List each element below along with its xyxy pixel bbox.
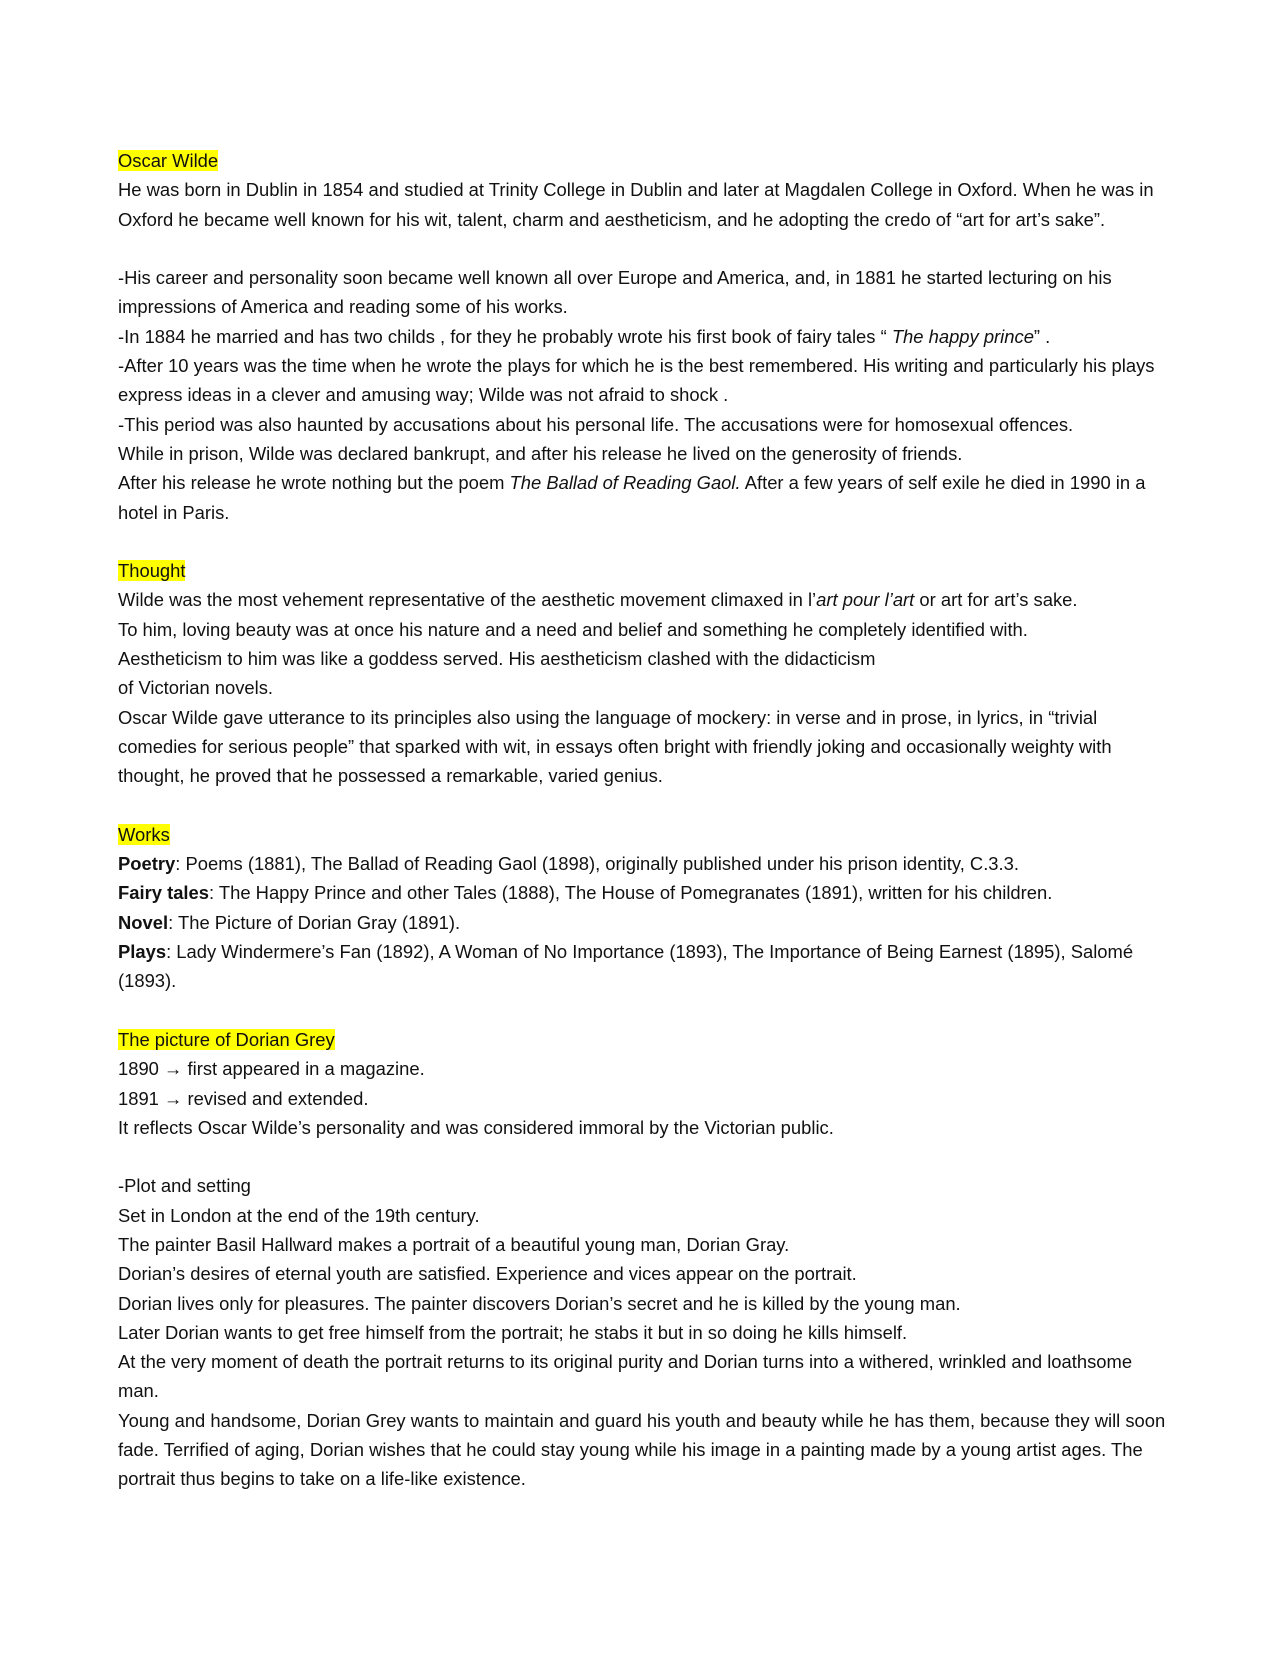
paragraph: -After 10 years was the time when he wrote the plays for which he is the best remembered. His writing and particularly his plays express ideas in a clever and amusing way; Wilde was not afraid to shock .	[118, 355, 1155, 406]
paragraph: The painter Basil Hallward makes a portrait of a beautiful young man, Dorian Gray.	[118, 1233, 790, 1255]
paragraph: He was born in Dublin in 1854 and studied at Trinity College in Dublin and later at Magdalen College in Oxford. When he was in Oxford he became well known for his wit, talent, charm and aestheticism, and he adopting the credo of “art for art’s sake”.	[118, 179, 1154, 230]
blank-line	[118, 1142, 1168, 1171]
works-label: Novel	[118, 911, 169, 933]
paragraph: -In 1884 he married and has two childs , for they he probably wrote his first book of fairy tales “ The happy prince” .	[118, 325, 1051, 347]
section-heading-oscar-wilde	[118, 146, 1168, 175]
paragraph: Young and handsome, Dorian Grey wants to maintain and guard his youth and beauty while he has them, because they will soon fade. Terrified of aging, Dorian wishes that he could stay young while his image in a painting made by a young artist ages. The portrait thus begins to take on a life-like existence.	[118, 1409, 1166, 1490]
paragraph: 1890 → first appeared in a magazine.	[118, 1058, 425, 1080]
highlighted-heading: Works	[118, 823, 170, 845]
works-label: Fairy tales	[118, 882, 209, 904]
paragraph: Set in London at the end of the 19th century.	[118, 1204, 480, 1226]
works-item-novel: Novel: The Picture of Dorian Gray (1891).	[118, 911, 461, 933]
blank-line	[118, 791, 1168, 820]
blank-line	[118, 996, 1168, 1025]
paragraph: At the very moment of death the portrait returns to its original purity and Dorian turns into a withered, wrinkled and loathsome man.	[118, 1351, 1133, 1402]
section-heading-thought	[118, 556, 1168, 585]
works-label: Plays	[118, 941, 167, 963]
section-heading-dorian-grey	[118, 1025, 1168, 1054]
section-heading-works	[118, 820, 1168, 849]
blank-line	[118, 527, 1168, 556]
works-item-plays: Plays: Lady Windermere’s Fan (1892), A Woman of No Importance (1893), The Importance of Being Earnest (1895), Salomé (1893).	[118, 941, 1134, 992]
paragraph: 1891 → revised and extended.	[118, 1087, 369, 1109]
paragraph: Dorian’s desires of eternal youth are satisfied. Experience and vices appear on the portrait.	[118, 1263, 857, 1285]
paragraph: It reflects Oscar Wilde’s personality and was considered immoral by the Victorian public.	[118, 1116, 834, 1138]
works-label: Poetry	[118, 853, 176, 875]
works-item-poetry: Poetry: Poems (1881), The Ballad of Reading Gaol (1898), originally published under his prison identity, C.3.3.	[118, 853, 1019, 875]
paragraph: While in prison, Wilde was declared bankrupt, and after his release he lived on the generosity of friends.	[118, 442, 963, 464]
paragraph: Later Dorian wants to get free himself from the portrait; he stabs it but in so doing he kills himself.	[118, 1321, 908, 1343]
blank-line	[118, 234, 1168, 263]
paragraph: Dorian lives only for pleasures. The painter discovers Dorian’s secret and he is killed by the young man.	[118, 1292, 961, 1314]
paragraph: of Victorian novels.	[118, 677, 274, 699]
paragraph: Oscar Wilde gave utterance to its principles also using the language of mockery: in verse and in prose, in lyrics, in “trivial comedies for serious people” that sparked with wit, in essays often bright with friendly joking and occasionally weighty with thought, he proved that he possessed a remarkable, varied genius.	[118, 706, 1112, 787]
paragraph: Wilde was the most vehement representative of the aesthetic movement climaxed in l’art pour l’art or art for art’s sake.	[118, 589, 1078, 611]
italic-phrase: art pour l’art	[816, 589, 915, 611]
paragraph: After his release he wrote nothing but the poem The Ballad of Reading Gaol. After a few years of self exile he died in 1990 in a hotel in Paris.	[118, 472, 1146, 523]
subheading-plot-and-setting: -Plot and setting	[118, 1175, 251, 1197]
paragraph: Aestheticism to him was like a goddess served. His aestheticism clashed with the didacticism	[118, 648, 876, 670]
paragraph: -This period was also haunted by accusations about his personal life. The accusations were for homosexual offences.	[118, 413, 1074, 435]
paragraph: -His career and personality soon became well known all over Europe and America, and, in 1881 he started lecturing on his impressions of America and reading some of his works.	[118, 267, 1112, 318]
highlighted-heading: Thought	[118, 560, 186, 582]
paragraph: To him, loving beauty was at once his nature and a need and belief and something he completely identified with.	[118, 618, 1028, 640]
italic-title: The happy prince	[891, 325, 1034, 347]
works-item-fairy-tales: Fairy tales: The Happy Prince and other Tales (1888), The House of Pomegranates (1891), written for his children.	[118, 882, 1053, 904]
highlighted-heading: Oscar Wilde	[118, 150, 219, 171]
italic-title: The Ballad of Reading Gaol.	[509, 472, 741, 494]
document-page	[118, 146, 1168, 1494]
highlighted-heading: The picture of Dorian Grey	[118, 1028, 335, 1050]
